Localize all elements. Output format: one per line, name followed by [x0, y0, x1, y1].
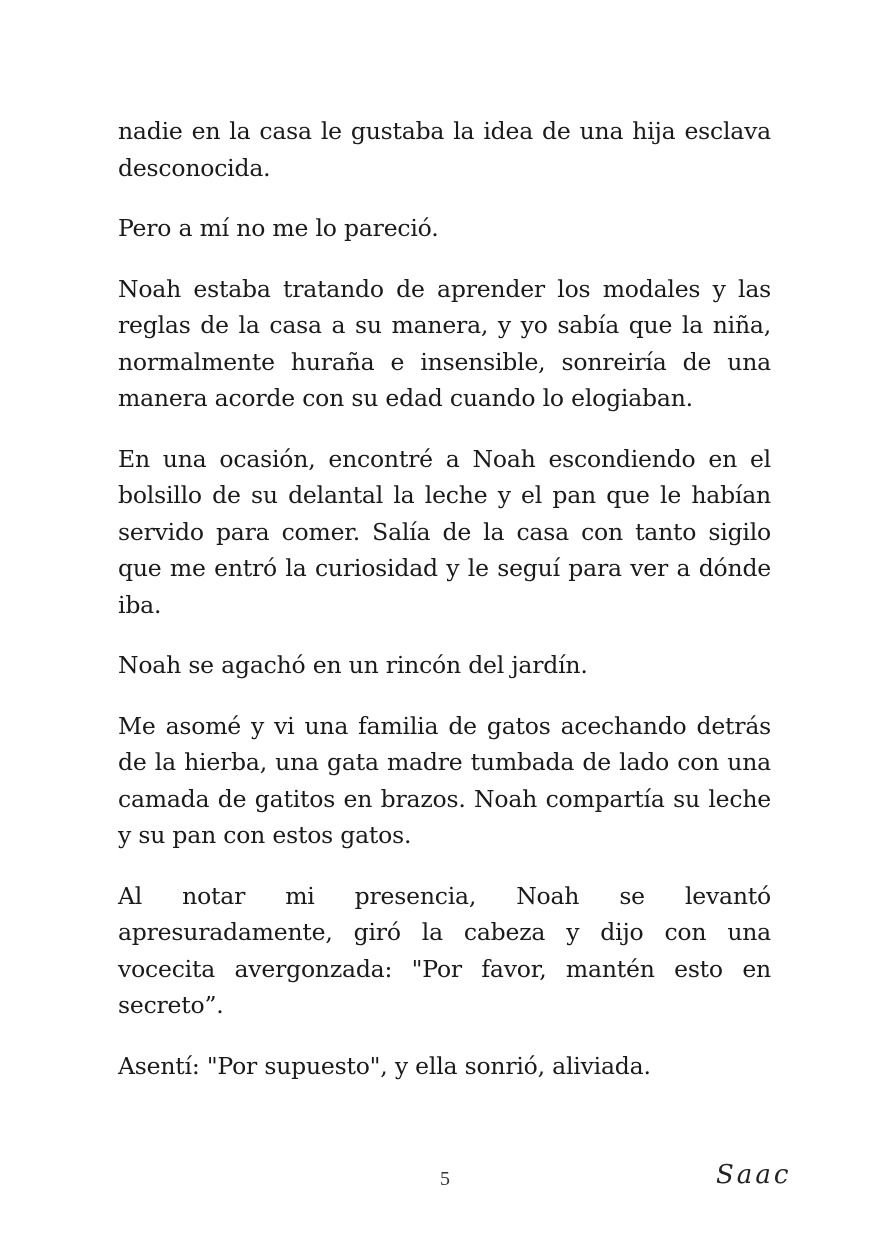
paragraph-3: Noah estaba tratando de aprender los modales y las reglas de la casa a su manera, y yo sabía que la niña, normalmente huraña e insensible, sonreiría de una manera acorde con su edad cuando lo elogiaban.	[118, 274, 771, 412]
body-text	[118, 113, 771, 1108]
paragraph-2: Pero a mí no me lo pareció.	[118, 214, 439, 242]
paragraph-7: Al notar mi presencia, Noah se levantó apresuradamente, giró la cabeza y dijo con una vocecita avergonzada: "Por favor, mantén esto en secreto”.	[118, 881, 771, 1019]
paragraph-8: Asentí: "Por supuesto", y ella sonrió, aliviada.	[118, 1051, 651, 1080]
paragraph-4: En una ocasión, encontré a Noah escondiendo en el bolsillo de su delantal la leche y el pan que le habían servido para comer. Salía de la casa con tanto sigilo que me entró la curiosidad y le seguí para ver a dónde iba.	[118, 444, 771, 619]
paragraph-1: nadie en la casa le gustaba la idea de una hija esclava desconocida.	[118, 117, 771, 182]
page-number: 5	[440, 1168, 450, 1190]
paragraph-5: Noah se agachó en un rincón del jardín.	[118, 651, 588, 679]
paragraph-6: Me asomé y vi una familia de gatos acechando detrás de la hierba, una gata madre tumbada de lado con una camada de gatitos en brazos. Noah compartía su leche y su pan con estos gatos.	[118, 711, 771, 849]
signature: Saac	[716, 1160, 792, 1190]
